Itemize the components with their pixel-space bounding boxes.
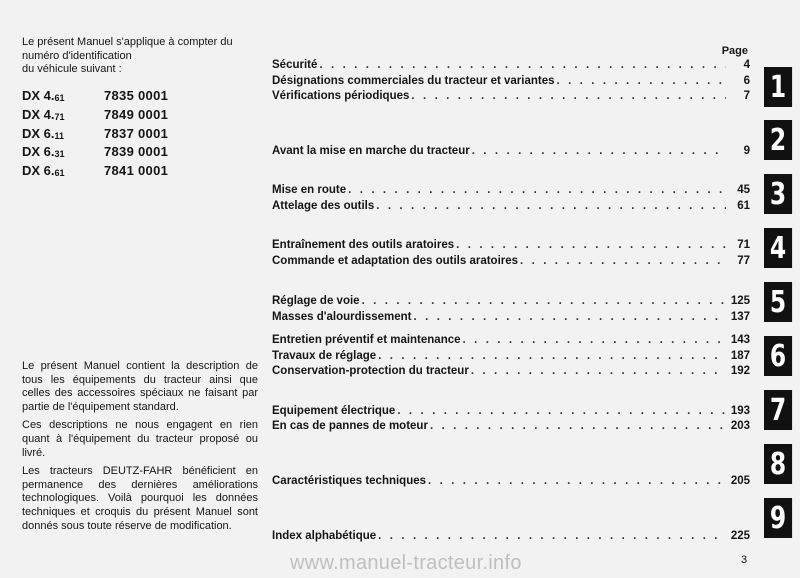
toc-leader — [319, 59, 726, 71]
section-tab-label: 7 — [769, 392, 787, 428]
description-paragraph-1: Le présent Manuel contient la description de tous les équipements du tracteur ainsi que celles des accessoires spéciaux ne faisant par partie de l'équipement standard. — [22, 360, 258, 413]
toc-title: Sécurité — [272, 59, 318, 71]
toc-title: Entraînement des outils aratoires — [272, 239, 455, 251]
model-number: 7837 0001 — [104, 125, 169, 141]
section-tab-label: 5 — [769, 284, 787, 320]
intro-line-2: numéro d'identification — [22, 49, 132, 62]
intro-line-3: du véhicule suivant : — [22, 63, 122, 76]
section-tab-6[interactable] — [764, 336, 792, 376]
toc-title: Avant la mise en marche du tracteur — [272, 145, 470, 157]
toc-title: Conservation-protection du tracteur — [272, 365, 469, 377]
toc-page: 125 — [730, 295, 750, 307]
toc-title: Commande et adaptation des outils aratoires — [272, 255, 519, 267]
model-name: DX $6._{31}$ — [22, 144, 65, 160]
model-number: 7849 0001 — [104, 106, 169, 122]
model-row — [22, 144, 168, 163]
toc-title: Caractéristiques techniques — [272, 475, 427, 487]
toc-page: 61 — [737, 200, 750, 212]
toc-page: 187 — [730, 350, 750, 362]
section-tab-label: 2 — [769, 122, 787, 158]
toc-entry — [272, 75, 750, 90]
section-tab-label: 3 — [769, 176, 787, 212]
description-paragraph-3: Les tracteurs DEUTZ-FAHR bénéficient en permanence des dernières améliorations technologiques. Voilà pourquoi les données techniques et croquis du présent Manuel sont donnés sous toute réserve de modification. — [22, 465, 258, 532]
model-number: 7841 0001 — [104, 163, 169, 179]
toc-leader — [414, 311, 726, 323]
toc-title: Equipement électrique — [272, 405, 396, 417]
page-number: 3 — [741, 554, 748, 566]
section-tab-label: 8 — [769, 446, 787, 482]
section-tab-1[interactable] — [764, 67, 792, 107]
section-tab-3[interactable] — [764, 174, 792, 214]
toc-leader — [472, 145, 726, 157]
toc-title: Vérifications périodiques — [272, 90, 410, 102]
model-name: DX $4._{61}$ — [22, 88, 65, 103]
toc-leader — [557, 75, 727, 87]
toc-leader — [428, 475, 726, 487]
description-paragraph-2: Ces descriptions ne nous engagent en rien quant à l'équipement du tracteur proposé ou livré. — [22, 419, 258, 459]
model-name: DX $6._{61}$ — [22, 163, 65, 179]
toc-leader — [378, 350, 726, 362]
toc-leader — [397, 405, 726, 417]
toc-entry — [272, 311, 750, 326]
description-text — [22, 360, 258, 538]
toc-title: Index alphabétique — [272, 530, 377, 542]
toc-page: 137 — [730, 311, 750, 323]
toc-entry — [272, 90, 750, 105]
model-list — [22, 88, 168, 182]
toc-entry — [272, 255, 750, 270]
section-tab-9[interactable] — [764, 498, 792, 538]
toc-leader — [376, 200, 726, 212]
toc-leader — [463, 334, 726, 346]
toc-page: 225 — [730, 530, 750, 542]
section-tab-5[interactable] — [764, 282, 792, 322]
toc-leader — [520, 255, 726, 267]
toc-entry — [272, 475, 750, 490]
toc-title: Travaux de réglage — [272, 350, 377, 362]
toc-entry — [272, 184, 750, 199]
toc-page: 4 — [743, 59, 750, 71]
section-tab-label: 9 — [769, 500, 787, 536]
toc-page: 203 — [730, 420, 750, 432]
toc-page-header: Page — [721, 45, 748, 57]
toc-page: 6 — [743, 75, 750, 87]
section-tab-label: 6 — [769, 338, 787, 374]
toc-title: Attelage des outils — [272, 200, 375, 212]
section-tab-4[interactable] — [764, 228, 792, 268]
toc-entry — [272, 365, 750, 380]
toc-entry — [272, 145, 750, 160]
toc-page: 9 — [743, 145, 750, 157]
toc-page: 71 — [737, 239, 750, 251]
model-name: DX $4._{71}$ — [22, 106, 65, 122]
toc-page: 205 — [730, 475, 750, 487]
model-number: 7835 0001 — [104, 88, 169, 103]
section-tab-2[interactable] — [764, 120, 792, 160]
intro-line-1: Le présent Manuel s'applique à compter du — [22, 36, 233, 48]
toc-leader — [348, 184, 726, 196]
section-tab-label: 4 — [769, 230, 787, 266]
toc-page: 143 — [730, 334, 750, 346]
toc-entry — [272, 59, 750, 74]
toc-entry — [272, 420, 750, 435]
model-number: 7839 0001 — [104, 144, 169, 160]
model-row — [22, 107, 168, 126]
toc-title: En cas de pannes de moteur — [272, 420, 428, 432]
model-row — [22, 163, 168, 182]
toc-title: Désignations commerciales du tracteur et variantes — [272, 75, 555, 87]
toc-title: Réglage de voie — [272, 295, 360, 307]
watermark-text: www.manuel-tracteur.info — [290, 552, 522, 574]
toc-leader — [456, 239, 726, 251]
toc-title: Entretien préventif et maintenance — [272, 334, 461, 346]
toc-entry — [272, 350, 750, 365]
toc-title: Masses d'alourdissement — [272, 311, 412, 323]
toc-entry — [272, 295, 750, 310]
section-tab-8[interactable] — [764, 444, 792, 484]
intro-text — [22, 36, 262, 77]
toc-entry — [272, 200, 750, 215]
toc-page: 192 — [730, 365, 750, 377]
toc-leader — [430, 420, 726, 432]
toc-leader — [471, 365, 726, 377]
toc-entry — [272, 530, 750, 545]
toc-title: Mise en route — [272, 184, 347, 196]
toc-page: 45 — [737, 184, 750, 196]
toc-entry — [272, 334, 750, 349]
section-tab-label: 1 — [769, 69, 787, 105]
toc-entry — [272, 405, 750, 420]
model-name: DX $6._{11}$ — [22, 125, 65, 141]
toc-leader — [362, 295, 726, 307]
model-row — [22, 126, 168, 145]
toc-page: 193 — [730, 405, 750, 417]
toc-entry — [272, 239, 750, 254]
section-tab-7[interactable] — [764, 390, 792, 430]
toc-page: 7 — [743, 90, 750, 102]
toc-leader — [411, 90, 726, 102]
toc-page: 77 — [737, 255, 750, 267]
toc-leader — [378, 530, 726, 542]
model-row — [22, 88, 168, 107]
